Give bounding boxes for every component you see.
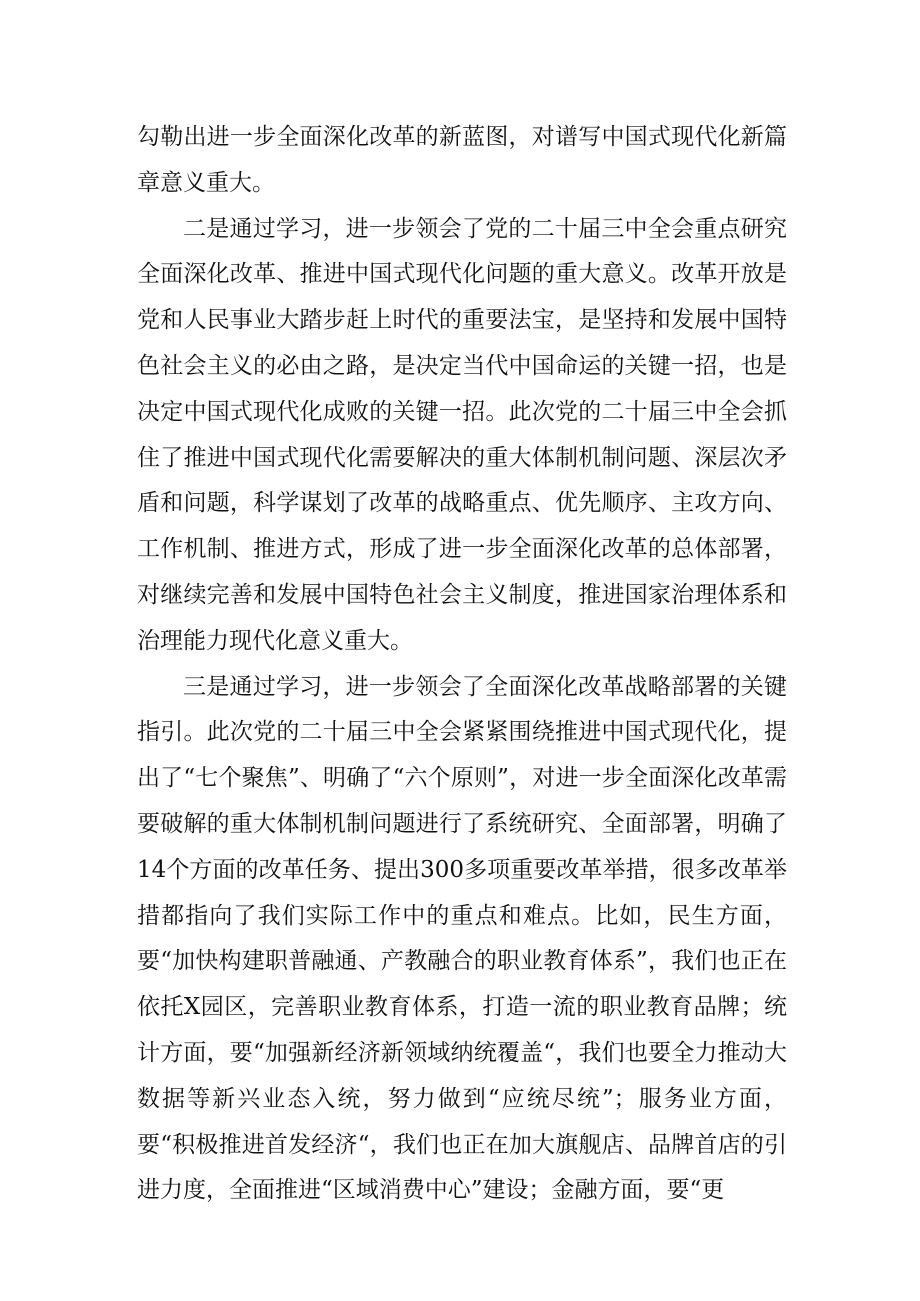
paragraph-point-two: 二是通过学习，进一步领会了党的二十届三中全会重点研究全面深化改革、推进中国式现代化问题的重大意义。改革开放是党和人民事业大踏步赶上时代的重要法宝，是坚持和发展中国特色社会主义的必由之路，是决定当代中国命运的关键一招，也是决定中国式现代化成败的关键一招。此次党的二十届三中全会抓住了推进中国式现代化需要解决的重大体制机制问题、深层次矛盾和问题，科学谋划了改革的战略重点、优先顺序、主攻方向、工作机制、推进方式，形成了进一步全面深化改革的总体部署，对继续完善和发展中国特色社会主义制度，推进国家治理体系和治理能力现代化意义重大。: [137, 215, 787, 654]
paragraph-point-three: 三是通过学习，进一步领会了全面深化改革战略部署的关键指引。此次党的二十届三中全会紧紧围绕推进中国式现代化，提出了“七个聚焦”、明确了“六个原则”，对进一步全面深化改革需要破解的重大体制机制问题进行了系统研究、全面部署，明确了14个方面的改革任务、提出300多项重要改革举措，很多改革举措都指向了我们实际工作中的重点和难点。比如，民生方面，要“加快构建职普融通、产教融合的职业教育体系”，我们也正在依托X园区，完善职业教育体系，打造一流的职业教育品牌；统计方面，要“加强新经济新领域纳统覆盖“，我们也要全力推动大数据等新兴业态入统，努力做到“应统尽统”；服务业方面，要“积极推进首发经济“，我们也正在加大旗舰店、品牌首店的引进力度，全面推进“区域消费中心”建设；金融方面，要“更: [137, 673, 787, 1204]
paragraph-continuation: 勾勒出进一步全面深化改革的新蓝图，对谱写中国式现代化新篇章意义重大。: [137, 124, 787, 196]
document-body: [137, 115, 787, 1214]
